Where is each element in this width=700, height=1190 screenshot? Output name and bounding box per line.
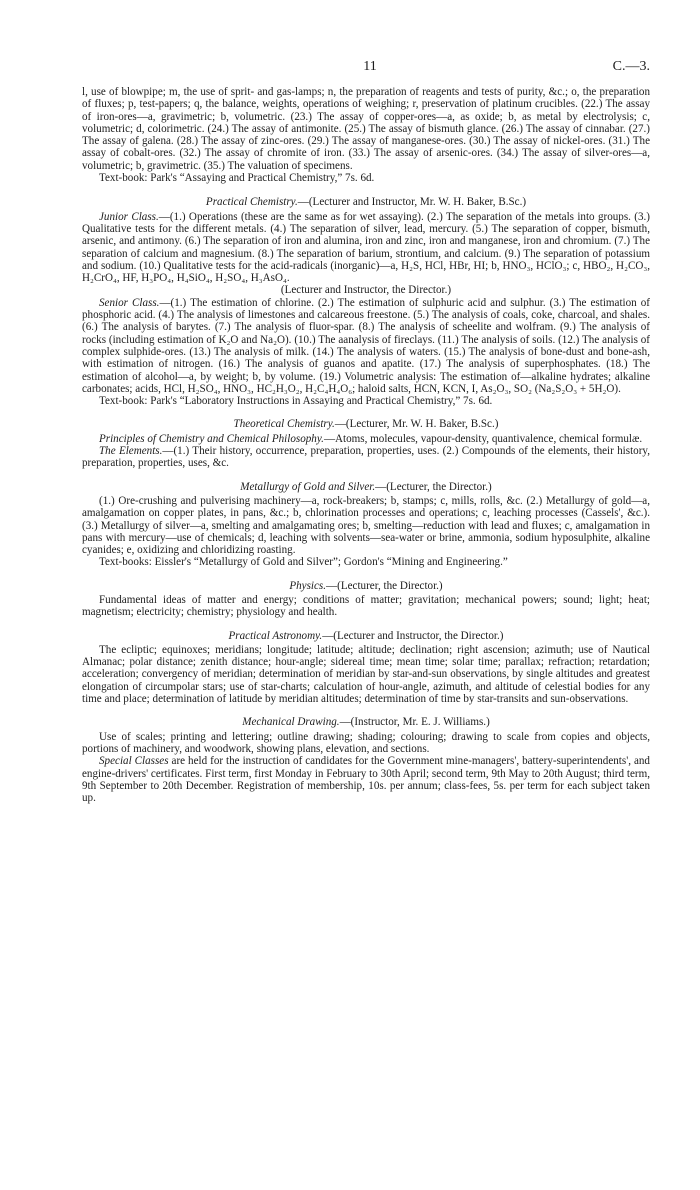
astronomy-heading xyxy=(82,630,650,642)
metallurgy-lecturer: —(Lecturer, the Director.) xyxy=(375,480,492,493)
theoretical-chemistry-lecturer: —(Lecturer, Mr. W. H. Baker, B.Sc.) xyxy=(334,418,499,431)
physics-lecturer: —(Lecturer, the Director.) xyxy=(326,579,443,592)
senior-class-paragraph xyxy=(82,297,650,395)
practical-chemistry-title: Practical Chemistry. xyxy=(205,196,298,209)
physics-paragraph: Fundamental ideas of matter and energy; conditions of matter; gravitation; mechanical powers; sound; light; heat; magnetism; electricity; chemistry; physiology and health. xyxy=(82,593,650,619)
drawing-paragraph: Use of scales; printing and lettering; outline drawing; shading; colouring; drawing to scale from copies and objects, portions of machinery, and woodwork, showing plans, elevation, and sections. xyxy=(82,730,650,755)
page-number: 11 xyxy=(363,59,377,74)
practical-chemistry-textbook: Text-book: Park's “Laboratory Instructions in Assaying and Practical Chemistry,” 7s. 6d. xyxy=(99,395,493,408)
metallurgy-textbooks: Text-books: Eissler's “Metallurgy of Gold and Silver”; Gordon's “Mining and Engineering.” xyxy=(99,556,508,569)
astronomy-paragraph: The ecliptic; equinoxes; meridians; longitude; latitude; altitude; declination; right ascension; azimuth; use of Nautical Almanac; polar distance; zenith distance; hour-angle; sidereal time; mean time; solar time; parallax; refraction; retardation; acceleration; convergency of meridian; determination of meridian by star-and-sun observations, by single altitudes and greatest elongation of circumpolar stars; use of star-charts; calculation of hour-angle, azimuth, and altitude of celestial bodies for any time and place; determination of latitude by meridian altitudes; determination of time by star-transits and sun-observations. xyxy=(82,643,650,706)
elements-paragraph xyxy=(82,445,650,470)
document-reference: C.—3. xyxy=(612,59,650,74)
assaying-list-continued: l, use of blowpipe; m, the use of sprit- and gas-lamps; n, the preparation of reagents and tests of purity, &c.; o, the preparation of fluxes; p, test-papers; q, the balance, weights, operations of weighing; r, preservation of platinum crucibles. (22.) The assay of iron-ores—a, gravimetric; b, volumetric. (23.) The assay of copper-ores—a, as oxide; b, as metal by electrolysis; c, volumetric; d, colorimetric. (24.) The assay of antimonite. (25.) The assay of bismuth glance. (26.) The assay of cinnabar. (27.) The assay of galena. (28.) The assay of zinc-ores. (29.) The assay of manganese-ores. (30.) The assay of nickel-ores. (31.) The assay of cobalt-ores. (32.) The assay of chromite of iron. (33.) The assay of arsenic-ores. (34.) The assay of silver-ores—a, volumetric; b, gravimetric. (35.) The valuation of specimens. xyxy=(82,86,650,172)
principles-text: —Atoms, molecules, vapour-density, quantivalence, chemical formulæ. xyxy=(323,432,643,445)
theoretical-chemistry-heading xyxy=(82,418,650,430)
drawing-heading xyxy=(82,716,650,728)
drawing-instructor: —(Instructor, Mr. E. J. Williams.) xyxy=(339,716,490,729)
practical-chemistry-heading xyxy=(82,196,650,208)
metallurgy-paragraph: (1.) Ore-crushing and pulverising machinery—a, rock-breakers; b, stamps; c, mills, rolls, &c. (2.) Metallurgy of gold—a, amalgamation on copper plates, in pans, &c.; b, chlorination processes and operations; c, leaching processes (Cassels', &c.). (3.) Metallurgy of silver—a, smelting and amalgamating ores; b, smelting—reduction with lead and fluxes; c, amalgamation in pans with mercury—use of chemicals; d, leaching with solvents—sea-water or brine, ammonia, sodium hyposulphite, alkaline cyanides; e, oxidizing and chloridizing roasting. xyxy=(82,494,650,557)
acid-radicals-formula-b: b, HNO₃, HClO₃; xyxy=(491,259,573,272)
astronomy-lecturer: —(Lecturer and Instructor, the Director.) xyxy=(322,629,504,642)
junior-class-text: —(1.) Operations (these are the same as for wet assaying). (2.) The separation of the metals into groups. (3.) Qualitative tests for the different metals. (4.) The separation of silver, lead, mercury. (5.) The separation of copper, bismuth, arsenic, and antimony. (6.) The separation of iron and alumina, iron and zinc, iron and manganese, iron and chromium. (7.) The separation of calcium and magnesium. (8.) The separation of barium, strontium, and calcium. (9.) The separation of potassium and sodium. (10.) Qualitative tests for the acid-radicals (inorganic)—a, xyxy=(82,210,650,272)
theoretical-chemistry-title: Theoretical Chemistry. xyxy=(233,418,335,431)
junior-class-paragraph xyxy=(82,211,650,285)
physics-heading xyxy=(82,580,650,592)
principles-label: Principles of Chemistry and Chemical Philosophy. xyxy=(99,432,324,445)
senior-class-label: Senior Class. xyxy=(99,296,160,309)
elements-text: —(1.) Their history, occurrence, preparation, properties, uses. (2.) Compounds of the elements, their history, preparation, properties, uses, &c. xyxy=(82,445,650,470)
principles-paragraph xyxy=(82,433,650,445)
page-body xyxy=(82,86,650,804)
junior-class-label: Junior Class. xyxy=(99,210,159,223)
practical-chemistry-lecturer: —(Lecturer and Instructor, Mr. W. H. Baker, B.Sc.) xyxy=(297,196,527,209)
astronomy-title: Practical Astronomy. xyxy=(228,629,323,642)
senior-class-lecturer: (Lecturer and Instructor, the Director.) xyxy=(280,284,452,297)
special-classes-label: Special Classes xyxy=(99,755,169,768)
assaying-textbook: Text-book: Park's “Assaying and Practical Chemistry,” 7s. 6d. xyxy=(99,172,375,185)
senior-class-text: —(1.) The estimation of chlorine. (2.) The estimation of sulphuric acid and sulphur. (3.) The estimation of phosphoric acid. (4.) The analysis of limestones and calcareous freestone. (5.) The analysis of coals, coke, charcoal, and shales. (6.) The analysis of barytes. (7.) The analysis of fluor-spar. (8.) The analysis of scheelite and wolfram. (9.) The analysis of rocks (including estimation of K₂O and Na₂O). (10.) The aanalysis of fireclays. (11.) The analysis of soils. (12.) The analysis of complex sulphide-ores. (13.) The analysis of milk. (14.) The analysis of waters. (15.) The analysis of bone-dust and bone-ash, with estimation of nitrogen. (16.) The analysis of guanos and apatite. (17.) The analysis of superphosphates. (18.) The estimation of alcohol—a, by weight; b, by volume. (19.) Volumetric analysis: The estimation of—alkaline hydrates; alkaline carbonates; acids, HCl, H₂SO₄, HNO₃, HC₂H₃O₂, H₂C₄H₄O₆; haloid salts, HCN, KCN, I, As₂O₃, SO₂ (Na₂S₂O₃ + 5H₂O). xyxy=(82,296,650,395)
acid-radicals-formula-a: H₂S, HCl, HBr, HI; xyxy=(401,259,492,272)
drawing-title: Mechanical Drawing. xyxy=(242,716,340,729)
metallurgy-title: Metallurgy of Gold and Silver. xyxy=(240,480,376,493)
metallurgy-heading xyxy=(82,481,650,493)
elements-label: The Elements. xyxy=(99,445,163,458)
special-classes-text: are held for the instruction of candidates for the Government mine-managers', battery-superintendents', and engine-drivers' certificates. First term, first Monday in February to 30th April; second term, 9th May to 20th August; third term, 9th September to 20th December. Registration of membership, 10s. per annum; class-fees, 5s. per term for each subject taken up. xyxy=(82,755,650,805)
physics-title: Physics. xyxy=(289,579,327,592)
special-classes-paragraph xyxy=(82,755,650,804)
page-header xyxy=(82,58,650,76)
acid-radicals-formula-c: c, HBO₂, H₂CO₃, H₂CrO₄, HF, H₃PO₄, H₄SiO₄, H₂SO₄, H₃AsO₄. xyxy=(82,259,650,285)
